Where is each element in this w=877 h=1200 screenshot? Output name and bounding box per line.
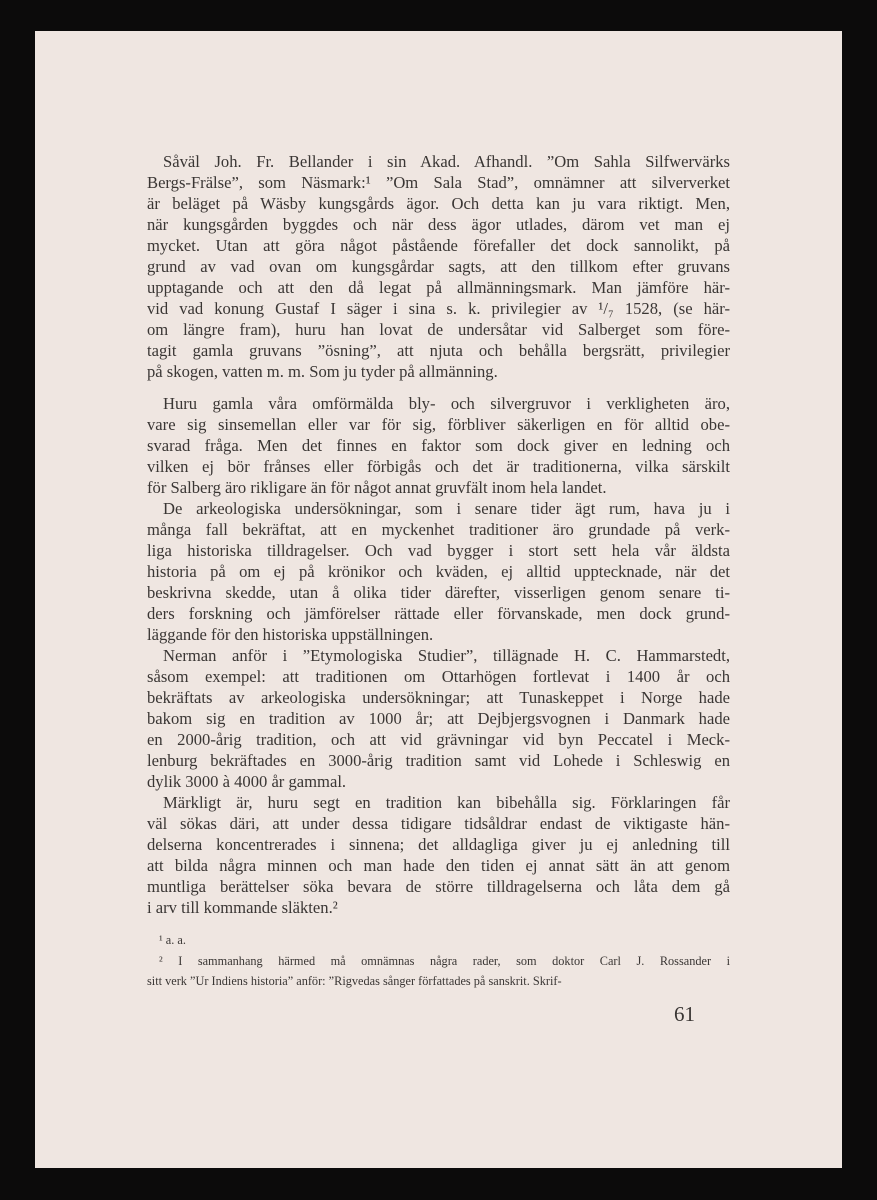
paragraph bbox=[147, 151, 730, 382]
footnote bbox=[147, 930, 730, 951]
text-line: upptagande och att den då legat på allmänningsmark. Man jämföre här- bbox=[147, 278, 730, 297]
text-line: sitt verk ”Ur Indiens historia” anför: ”Rigvedas sånger författades på sanskrit. Skrif- bbox=[147, 974, 562, 988]
page-number: 61 bbox=[674, 1002, 695, 1026]
text-line: en 2000-årig tradition, och att vid grävningar vid byn Peccatel i Meck- bbox=[147, 730, 730, 749]
text-line: De arkeologiska undersökningar, som i senare tider ägt rum, hava ju i bbox=[163, 499, 730, 518]
text-line: liga historiska tilldragelser. Och vad bygger i stort sett hela vår äldsta bbox=[147, 541, 730, 560]
text-line: tagit gamla gruvans ”ösning”, att njuta och behålla bergsrätt, privilegier bbox=[147, 341, 730, 360]
footnote bbox=[147, 951, 730, 992]
text-line: delserna koncentrerades i sinnena; det alldagliga giver ju ej anledning till bbox=[147, 835, 730, 854]
text-line: historia på om ej på krönikor och kväden, ej alltid upptecknade, när det bbox=[147, 562, 730, 581]
paragraph bbox=[147, 393, 730, 498]
text-line: många fall bekräftat, att en myckenhet traditioner äro grundade på verk- bbox=[147, 520, 730, 539]
body-text bbox=[147, 151, 730, 918]
text-line: ¹ a. a. bbox=[159, 933, 186, 947]
text-line: Huru gamla våra omförmälda bly- och silvergruvor i verkligheten äro, bbox=[163, 394, 730, 413]
text-line: läggande för den historiska uppställningen. bbox=[147, 625, 434, 644]
text-line: bekräftats av arkeologiska undersökningar; att Tunaskeppet i Norge hade bbox=[147, 688, 730, 707]
text-line: för Salberg äro rikligare än för något annat gruvfält inom hela landet. bbox=[147, 478, 607, 497]
text-line: är beläget på Wäsby kungsgårds ägor. Och detta kan ju vara riktigt. Men, bbox=[147, 194, 730, 213]
text-line: Såväl Joh. Fr. Bellander i sin Akad. Afhandl. ”Om Sahla Silfwervärks bbox=[163, 152, 730, 171]
text-line: grund av vad ovan om kungsgårdar sagts, att den tillkom efter gruvans bbox=[147, 257, 730, 276]
text-line: svarad fråga. Men det finnes en faktor som dock giver en ledning och bbox=[147, 436, 730, 455]
text-line: att bilda några minnen och man hade den tiden ej annat sätt än att genom bbox=[147, 856, 730, 875]
text-line: vare sig sinsemellan eller var för sig, förbliver säkerligen en för alltid obe- bbox=[147, 415, 730, 434]
paragraph bbox=[147, 498, 730, 645]
text-line: ders forskning och jämförelser rättade eller förvanskade, men dock grund- bbox=[147, 604, 730, 623]
text-line: Märkligt är, huru segt en tradition kan bibehålla sig. Förklaringen får bbox=[163, 793, 730, 812]
text-line: såsom exempel: att traditionen om Ottarhögen fortlevat i 1400 år och bbox=[147, 667, 730, 686]
text-line: bakom sig en tradition av 1000 år; att Dejbjergsvognen i Danmark hade bbox=[147, 709, 730, 728]
text-line: väl sökas däri, att under dessa tidigare tidsåldrar endast de viktigaste hän- bbox=[147, 814, 730, 833]
footnotes bbox=[147, 930, 730, 992]
paragraph bbox=[147, 792, 730, 918]
document-page bbox=[35, 31, 842, 1168]
text-line: Nerman anför i ”Etymologiska Studier”, tillägnade H. C. Hammarstedt, bbox=[163, 646, 730, 665]
text-line: muntliga berättelser söka bevara de större tilldragelserna och låta dem gå bbox=[147, 877, 730, 896]
paragraph bbox=[147, 645, 730, 792]
text-line: vid vad konung Gustaf I säger i sina s. k. privilegier av ¹/₇ 1528, (se här- bbox=[147, 299, 730, 318]
text-line: dylik 3000 à 4000 år gammal. bbox=[147, 772, 347, 791]
text-line: om längre fram), huru han lovat de undersåtar vid Salberget som före- bbox=[147, 320, 730, 339]
text-line: när kungsgården byggdes och när dess ägor utlades, därom vet man ej bbox=[147, 215, 730, 234]
text-line: på skogen, vatten m. m. Som ju tyder på allmänning. bbox=[147, 362, 498, 381]
text-line: Bergs-Frälse”, som Näsmark:¹ ”Om Sala Stad”, omnämner att silververket bbox=[147, 173, 730, 192]
text-line: i arv till kommande släkten.² bbox=[147, 898, 338, 917]
text-line: lenburg bekräftades en 3000-årig tradition samt vid Lohede i Schleswig en bbox=[147, 751, 730, 770]
text-line: beskrivna skedde, utan å olika tider därefter, visserligen genom senare ti- bbox=[147, 583, 730, 602]
text-line: mycket. Utan att göra något påstående förefaller det dock sannolikt, på bbox=[147, 236, 730, 255]
text-line: ² I sammanhang härmed må omnämnas några rader, som doktor Carl J. Rossander i bbox=[159, 953, 730, 968]
text-line: vilken ej bör frånses eller förbigås och det är traditionerna, vilka särskilt bbox=[147, 457, 730, 476]
